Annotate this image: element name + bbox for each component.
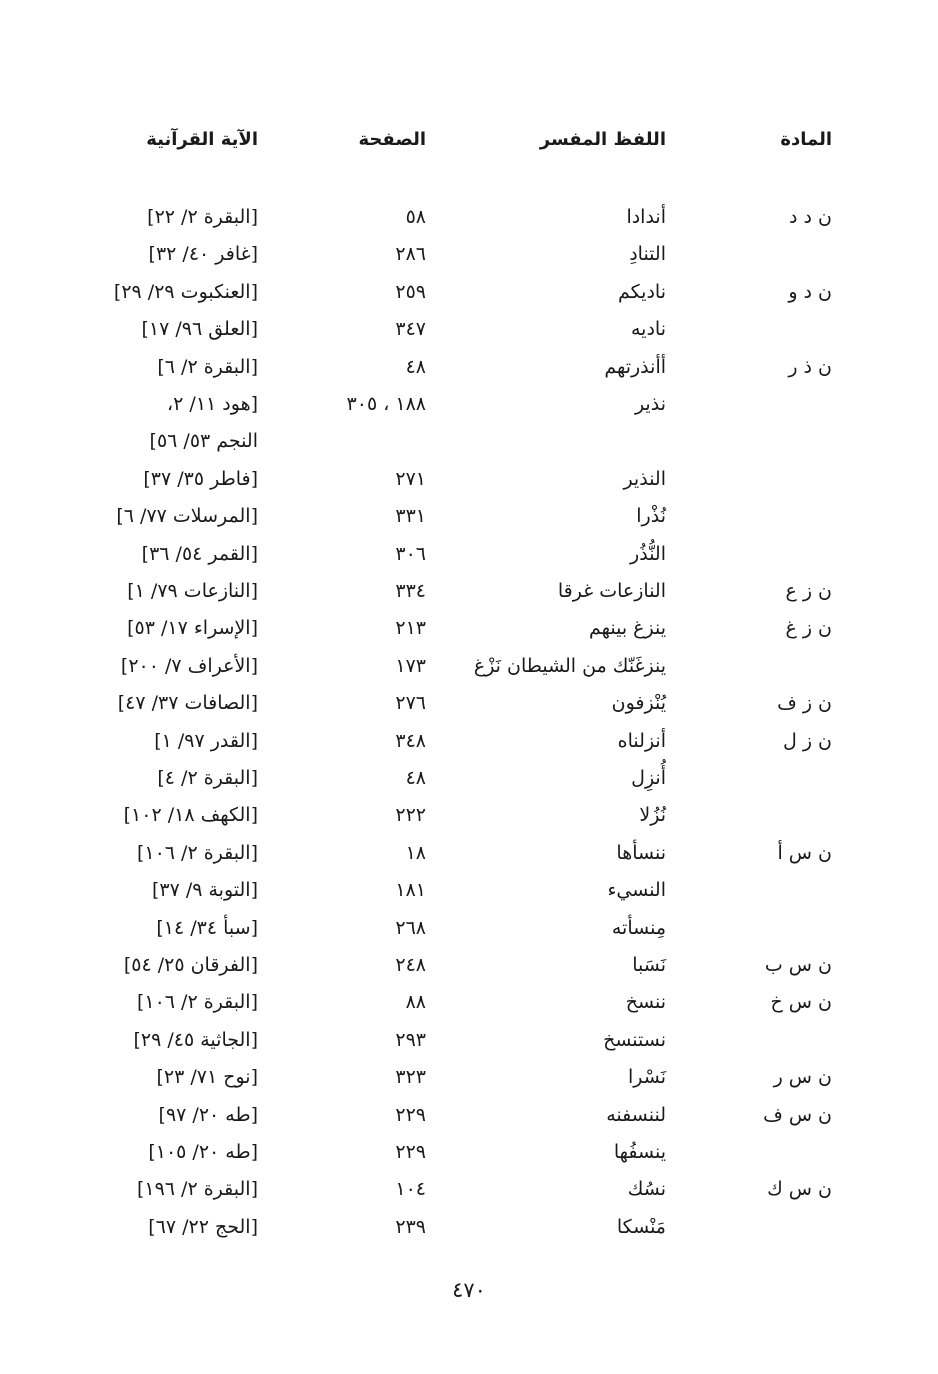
cell-verse: [طه ٢٠/ ١٠٥]	[148, 1141, 258, 1163]
cell-word: نسُك	[627, 1178, 666, 1200]
cell-verse: [العلق ٩٦/ ١٧]	[141, 318, 258, 340]
cell-root	[722, 498, 832, 534]
cell-word: لننسفنه	[606, 1104, 666, 1126]
table-row	[0, 723, 938, 759]
table-row	[0, 1171, 938, 1207]
cell-word: يُنْزفون	[611, 692, 666, 714]
cell-page: ٣٤٨	[395, 730, 426, 752]
cell-word: ننسخ	[625, 991, 666, 1013]
header-word: اللفظ المفسر	[539, 129, 666, 150]
table-row	[0, 498, 938, 534]
cell-verse: [النازعات ٧٩/ ١]	[127, 580, 258, 602]
cell-verse: [البقرة ٢/ ٦]	[157, 356, 258, 378]
cell-root	[722, 1022, 832, 1058]
cell-root: ن س ر	[773, 1066, 832, 1088]
cell-root: ن ز ل	[782, 730, 832, 752]
cell-root	[722, 910, 832, 946]
cell-root: ن س ك	[767, 1178, 832, 1200]
table-row	[0, 910, 938, 946]
cell-word: التنادِ	[629, 243, 666, 265]
cell-root	[722, 461, 832, 497]
cell-verse: [الفرقان ٢٥/ ٥٤]	[123, 954, 258, 976]
cell-verse: [الأعراف ٧/ ٢٠٠]	[120, 655, 258, 677]
table-row	[0, 423, 938, 459]
cell-word: نُذْرا	[636, 505, 666, 527]
cell-verse: [هود ١١/ ٢،	[167, 393, 258, 415]
cell-page: ٢٣٩	[395, 1216, 426, 1238]
table-row	[0, 1134, 938, 1170]
cell-word: ينسفُها	[613, 1141, 666, 1163]
cell-verse: [القدر ٩٧/ ١]	[154, 730, 258, 752]
table-row	[0, 984, 938, 1020]
cell-word	[436, 423, 666, 459]
cell-verse: [القمر ٥٤/ ٣٦]	[141, 543, 258, 565]
cell-verse: [سبأ ٣٤/ ١٤]	[156, 917, 258, 939]
cell-word: ناديه	[630, 318, 666, 340]
cell-verse: [التوبة ٩/ ٣٧]	[151, 879, 258, 901]
cell-page: ٣٠٦	[395, 543, 426, 565]
cell-page: ٢٥٩	[395, 281, 426, 303]
cell-verse: [الجاثية ٤٥/ ٢٩]	[133, 1029, 258, 1051]
table-row	[0, 311, 938, 347]
cell-verse: [البقرة ٢/ ٢٢]	[147, 206, 258, 228]
cell-verse: [البقرة ٢/ ١٠٦]	[136, 842, 258, 864]
cell-page: ١٧٣	[395, 655, 426, 677]
cell-root: ن ز ع	[785, 580, 832, 602]
table-row	[0, 349, 938, 385]
cell-root	[722, 760, 832, 796]
cell-word: نذير	[634, 393, 666, 415]
table-row	[0, 1059, 938, 1095]
cell-word: النُّذُر	[630, 543, 666, 565]
cell-page: ٢٤٨	[395, 954, 426, 976]
table-row	[0, 648, 938, 684]
table-row	[0, 872, 938, 908]
table-row	[0, 573, 938, 609]
cell-verse: [العنكبوت ٢٩/ ٢٩]	[113, 281, 258, 303]
cell-root	[722, 1134, 832, 1170]
cell-root: ن س أ	[777, 842, 832, 864]
table-row	[0, 536, 938, 572]
cell-word: أأنذرتهم	[604, 356, 666, 378]
cell-root	[722, 311, 832, 347]
cell-root: ن ذ ر	[788, 356, 832, 378]
table-row	[0, 610, 938, 646]
cell-root: ن ز غ	[785, 617, 832, 639]
table-row	[0, 1209, 938, 1245]
cell-page: ٣٣٤	[395, 580, 426, 602]
cell-page: ٥٨	[405, 206, 426, 228]
header-verse: الآية القرآنية	[146, 129, 258, 150]
table-row	[0, 461, 938, 497]
cell-verse: [الحج ٢٢/ ٦٧]	[148, 1216, 258, 1238]
cell-word: أنزلناه	[617, 730, 666, 752]
cell-verse: النجم ٥٣/ ٥٦]	[149, 430, 258, 452]
cell-page: ٨٨	[405, 991, 426, 1013]
cell-verse: [البقرة ٢/ ٤]	[157, 767, 258, 789]
cell-root	[722, 536, 832, 572]
cell-word: نَسْرا	[628, 1066, 666, 1088]
cell-root	[722, 1209, 832, 1245]
cell-word: مَنْسكا	[616, 1216, 666, 1238]
cell-verse: [البقرة ٢/ ١٩٦]	[136, 1178, 258, 1200]
cell-verse: [البقرة ٢/ ١٠٦]	[136, 991, 258, 1013]
cell-verse: [الإسراء ١٧/ ٥٣]	[127, 617, 258, 639]
table-row	[0, 199, 938, 235]
cell-word: أندادا	[626, 206, 666, 228]
cell-page	[276, 423, 426, 459]
cell-root: ن د د	[789, 206, 832, 228]
table-row	[0, 947, 938, 983]
cell-page: ٣٢٣	[395, 1066, 426, 1088]
cell-page: ٢٧٦	[395, 692, 426, 714]
cell-page: ١٨	[405, 842, 426, 864]
cell-page: ٤٨	[405, 767, 426, 789]
cell-root	[722, 872, 832, 908]
cell-word: ينزغَنّك من الشيطان نَزْغ	[473, 655, 666, 677]
cell-word: النازعات غرقا	[557, 580, 666, 602]
cell-word: مِنسأته	[611, 917, 666, 939]
cell-verse: [غافر ٤٠/ ٣٢]	[148, 243, 258, 265]
cell-verse: [المرسلات ٧٧/ ٦]	[116, 505, 258, 527]
cell-verse: [نوح ٧١/ ٢٣]	[156, 1066, 258, 1088]
cell-root	[722, 423, 832, 459]
table-row	[0, 797, 938, 833]
cell-verse: [فاطر ٣٥/ ٣٧]	[143, 468, 258, 490]
cell-word: ناديكم	[618, 281, 666, 303]
cell-verse: [طه ٢٠/ ٩٧]	[158, 1104, 258, 1126]
cell-word: نَسَبا	[632, 954, 666, 976]
page-number: ٤٧٠	[452, 1278, 486, 1302]
cell-root: ن س ف	[763, 1104, 832, 1126]
table-row	[0, 274, 938, 310]
header-root: المادة	[780, 129, 832, 150]
cell-verse: [الكهف ١٨/ ١٠٢]	[123, 804, 258, 826]
cell-word: ينزغ بينهم	[588, 617, 666, 639]
cell-root: ن س خ	[770, 991, 832, 1013]
cell-root: ن د و	[788, 281, 832, 303]
cell-word: النذير	[623, 468, 666, 490]
table-row	[0, 685, 938, 721]
table-header	[0, 122, 938, 158]
cell-root	[722, 797, 832, 833]
cell-page: ٢٨٦	[395, 243, 426, 265]
cell-page: ١٨٨ ، ٣٠٥	[346, 393, 426, 415]
cell-word: نستنسخ	[603, 1029, 666, 1051]
cell-page: ٢٦٨	[395, 917, 426, 939]
table-row	[0, 1022, 938, 1058]
cell-word: ننسأها	[616, 842, 666, 864]
cell-page: ٢٢٩	[395, 1141, 426, 1163]
table-row	[0, 760, 938, 796]
table-row	[0, 835, 938, 871]
table-row	[0, 236, 938, 272]
table-row	[0, 386, 938, 422]
cell-root	[722, 386, 832, 422]
cell-page: ٢٢٢	[395, 804, 426, 826]
cell-root	[722, 648, 832, 684]
header-page: الصفحة	[358, 129, 426, 150]
cell-root: ن س ب	[764, 954, 832, 976]
cell-root	[722, 236, 832, 272]
cell-word: النسيء	[607, 879, 666, 901]
cell-root: ن ز ف	[777, 692, 832, 714]
cell-page: ٤٨	[405, 356, 426, 378]
table-row	[0, 1097, 938, 1133]
cell-verse: [الصافات ٣٧/ ٤٧]	[117, 692, 258, 714]
cell-page: ٢١٣	[395, 617, 426, 639]
cell-word: نُزُلا	[639, 804, 666, 826]
cell-page: ٢٩٣	[395, 1029, 426, 1051]
cell-page: ٢٢٩	[395, 1104, 426, 1126]
cell-page: ١٨١	[395, 879, 426, 901]
cell-page: ٣٣١	[395, 505, 426, 527]
cell-page: ٣٤٧	[395, 318, 426, 340]
cell-word: أُنزِل	[631, 767, 666, 789]
cell-page: ٢٧١	[395, 468, 426, 490]
cell-page: ١٠٤	[395, 1178, 426, 1200]
